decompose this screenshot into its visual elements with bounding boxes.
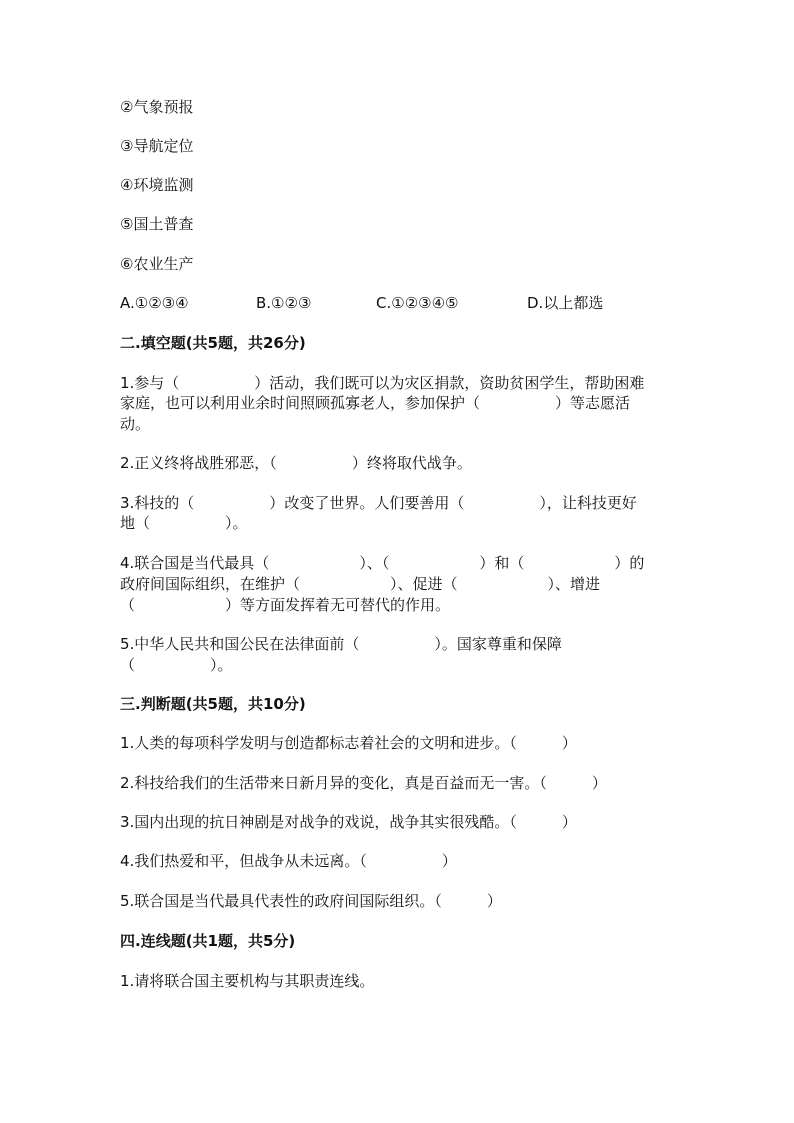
section-heading-fill-blank: 二.填空题(共5题，共26分) <box>120 334 306 352</box>
option-c: C.①②③④⑤ <box>376 294 459 312</box>
fill-question-4-line-3: （ ）等方面发挥着无可替代的作用。 <box>120 596 451 614</box>
fill-question-1-line-2: 家庭，也可以利用业余时间照顾孤寡老人，参加保护（ ）等志愿活 <box>120 394 631 412</box>
option-b: B.①②③ <box>256 294 312 312</box>
fill-question-1-line-1: 1.参与（ ）活动，我们既可以为灾区捐款，资助贫困学生，帮助困难 <box>120 374 645 392</box>
judge-question-4: 4.我们热爱和平，但战争从未远离。（ ） <box>120 852 457 870</box>
fill-question-3-line-2: 地（ ）。 <box>120 514 248 532</box>
fill-question-3-line-1: 3.科技的（ ）改变了世界。人们要善用（ ），让科技更好 <box>120 494 637 512</box>
judge-question-5: 5.联合国是当代最具代表性的政府间国际组织。（ ） <box>120 892 502 910</box>
list-item: ④环境监测 <box>120 176 194 194</box>
fill-question-5-line-2: （ ）。 <box>120 656 233 674</box>
option-a: A.①②③④ <box>120 294 189 312</box>
fill-question-4-line-2: 政府间国际组织，在维护（ ）、促进（ ）、增进 <box>120 575 601 593</box>
judge-question-2: 2.科技给我们的生活带来日新月异的变化，真是百益而无一害。（ ） <box>120 774 607 792</box>
option-d: D.以上都选 <box>527 294 604 312</box>
fill-question-1-line-3: 动。 <box>120 415 151 433</box>
judge-question-3: 3.国内出现的抗日神剧是对战争的戏说，战争其实很残酷。（ ） <box>120 813 577 831</box>
matching-question-1: 1.请将联合国主要机构与其职责连线。 <box>120 972 375 990</box>
section-heading-true-false: 三.判断题(共5题，共10分) <box>120 695 306 713</box>
list-item: ②气象预报 <box>120 98 194 116</box>
section-heading-matching: 四.连线题(共1题，共5分) <box>120 932 296 950</box>
list-item: ⑥农业生产 <box>120 255 194 273</box>
fill-question-5-line-1: 5.中华人民共和国公民在法律面前（ ）。国家尊重和保障 <box>120 635 562 653</box>
list-item: ③导航定位 <box>120 137 194 155</box>
fill-question-4-line-1: 4.联合国是当代最具（ ）、（ ）和（ ）的 <box>120 554 645 572</box>
fill-question-2: 2.正义终将战胜邪恶，（ ）终将取代战争。 <box>120 454 472 472</box>
list-item: ⑤国土普查 <box>120 215 194 233</box>
judge-question-1: 1.人类的每项科学发明与创造都标志着社会的文明和进步。（ ） <box>120 734 577 752</box>
